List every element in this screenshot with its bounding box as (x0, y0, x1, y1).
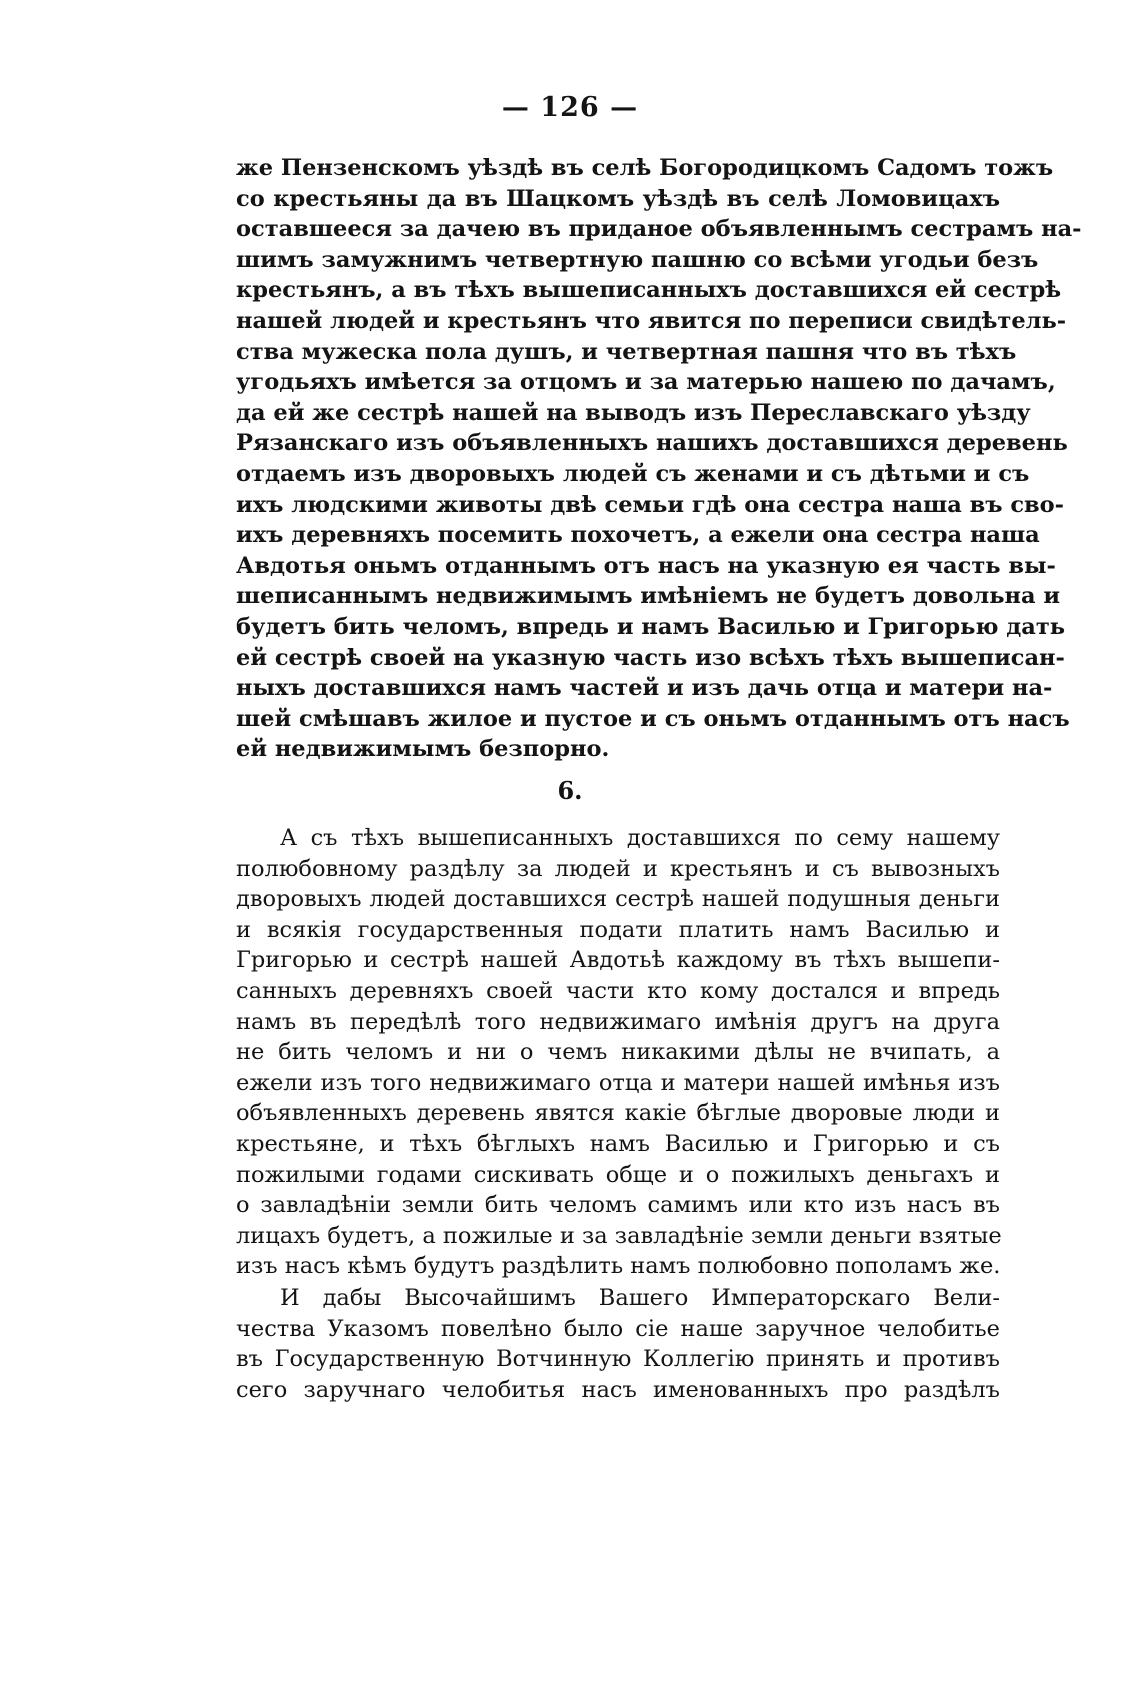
page-number: — 126 — (501, 92, 639, 123)
text-line: въ Государственную Вотчинную Коллегію принять и противъ (236, 1346, 1000, 1373)
text-line: санныхъ деревняхъ своей части кто кому достался и впредь (236, 977, 1000, 1004)
text-line: шеписаннымъ недвижимымъ имѣніемъ не будетъ довольна и (236, 583, 1061, 610)
text-line: сего заручнаго челобитья насъ именованныхъ про раздѣлъ (236, 1376, 1000, 1403)
text-line: пожилыми годами сискивать обще и о пожилыхъ деньгахъ и (236, 1161, 1000, 1188)
text-line: же Пензенскомъ уѣздѣ въ селѣ Богородицкомъ Садомъ тожъ (236, 155, 1054, 181)
text-line: чества Указомъ повелѣно было сіе наше заручное челобитье (236, 1315, 1000, 1342)
text-line: ежели изъ того недвижимаго отца и матери нашей имѣнья изъ (236, 1069, 1000, 1096)
text-line: полюбовному раздѣлу за людей и крестьянъ и съ вывозныхъ (236, 855, 1000, 882)
text-line: будетъ бить челомъ, впредь и намъ Василью и Григорью дать (236, 613, 1066, 640)
text-line: нашей людей и крестьянъ что явится по переписи свидѣтель- (236, 307, 1067, 334)
text-line: и всякія государственныя подати платить намъ Василью и (236, 916, 1000, 943)
text-line: лицахъ будетъ, а пожилые и за завладѣніе земли деньги взятые (236, 1222, 1002, 1249)
text-line: дворовыхъ людей доставшихся сестрѣ нашей подушныя деньги (236, 886, 1000, 913)
text-line: отдаемъ изъ дворовыхъ людей съ женами и съ дѣтьми и съ (236, 460, 1030, 487)
text-line: объявленныхъ деревень явятся какіе бѣглые дворовые люди и (236, 1100, 1000, 1127)
text-line: ства мужеска пола душъ, и четвертная пашня что въ тѣхъ (236, 338, 1017, 365)
text-line: Рязанскаго изъ объявленныхъ нашихъ доставшихся деревень (236, 430, 1068, 457)
text-line: намъ въ передѣлѣ того недвижимаго имѣнія другъ на друга (236, 1008, 1000, 1035)
paragraph-1 (236, 153, 1082, 765)
text-line: угодьяхъ имѣется за отцомъ и за матерью нашею по дачамъ, (236, 369, 1056, 396)
text-line: ей недвижимымъ безпорно. (236, 736, 610, 763)
text-line: о завладѣніи земли бить челомъ самимъ или кто изъ насъ въ (236, 1192, 1000, 1219)
text-line: шей смѣшавъ жилое и пустое и съ оньмъ отданнымъ отъ насъ (236, 705, 1070, 732)
text-line: шимъ замужнимъ четвертную пашню со всѣми угодьи безъ (236, 246, 1039, 273)
text-line: И дабы Высочайшимъ Вашего Императорскаго Вели- (280, 1285, 1000, 1311)
text-line: крестьянъ, а въ тѣхъ вышеписанныхъ доставшихся ей сестрѣ (236, 277, 1062, 304)
text-line: изъ насъ кѣмъ будутъ раздѣлить намъ полюбовно пополамъ же. (236, 1253, 1001, 1280)
text-line: оставшееся за дачею въ приданое объявленнымъ сестрамъ на- (236, 216, 1082, 243)
text-line: Авдотья оньмъ отданнымъ отъ насъ на указную ея часть вы- (236, 552, 1056, 579)
paragraph-3 (236, 1283, 1000, 1405)
text-line: не бить челомъ и ни о чемъ никакими дѣлы не вчипать, а (236, 1039, 1000, 1066)
text-line: ихъ деревняхъ посемить похочетъ, а ежели она сестра наша (236, 522, 1040, 549)
paragraph-2 (236, 823, 1000, 1282)
text-line: ныхъ доставшихся намъ частей и изъ дачь отца и матери на- (236, 675, 1053, 702)
text-line: крестьяне, и тѣхъ бѣглыхъ намъ Василью и Григорью и съ (236, 1130, 1000, 1157)
text-line: ихъ людскими животы двѣ семьи гдѣ она сестра наша въ сво- (236, 491, 1065, 518)
section-number: 6. (557, 776, 583, 805)
text-line: Григорью и сестрѣ нашей Авдотьѣ каждому въ тѣхъ вышепи- (236, 947, 1000, 974)
text-line: со крестьяны да въ Шацкомъ уѣздѣ въ селѣ Ломовицахъ (236, 185, 1000, 212)
text-line: А съ тѣхъ вышеписанныхъ доставшихся по сему нашему (280, 825, 1000, 851)
text-line: ей сестрѣ своей на указную часть изо всѣхъ тѣхъ вышеписан- (236, 644, 1065, 671)
text-line: да ей же сестрѣ нашей на выводъ изъ Переславскаго уѣзду (236, 399, 1031, 426)
